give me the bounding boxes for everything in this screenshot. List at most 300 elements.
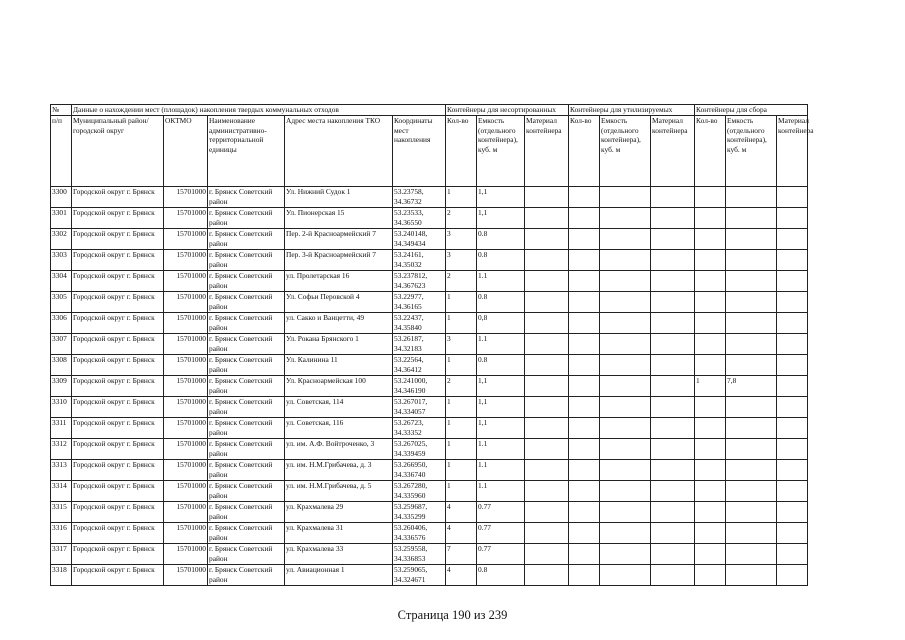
- col-header-recycle-count: Кол-во: [569, 116, 600, 187]
- address-cell: Ул. Калинина 11: [285, 355, 393, 376]
- bulky-capacity-cell: [726, 334, 777, 355]
- bulky-count-cell: 1: [695, 376, 726, 397]
- unsorted-material-cell: [525, 439, 569, 460]
- unsorted-count-cell: 1: [446, 292, 477, 313]
- unsorted-material-cell: [525, 334, 569, 355]
- address-cell: ул. Советская, 114: [285, 397, 393, 418]
- bulky-count-cell: [695, 187, 726, 208]
- oktmo-cell: 15701000: [164, 250, 208, 271]
- unsorted-material-cell: [525, 292, 569, 313]
- oktmo-cell: 15701000: [164, 229, 208, 250]
- recycle-count-cell: [569, 565, 600, 586]
- district-cell: Городской округ г. Брянск: [72, 544, 164, 565]
- unsorted-count-cell: 1: [446, 313, 477, 334]
- bulky-count-cell: [695, 565, 726, 586]
- coords-cell: 53.259065, 34.324671: [393, 565, 446, 586]
- admin-unit-cell: г. Брянск Советский район: [208, 334, 285, 355]
- bulky-capacity-cell: [726, 208, 777, 229]
- oktmo-cell: 15701000: [164, 397, 208, 418]
- coords-cell: 53.267017, 34.334057: [393, 397, 446, 418]
- unsorted-count-cell: 4: [446, 502, 477, 523]
- address-cell: Ул. Софьи Перовской 4: [285, 292, 393, 313]
- bulky-count-cell: [695, 397, 726, 418]
- location-group-header: Данные о нахождении мест (площадок) накопления твердых коммунальных отходов: [72, 105, 446, 116]
- table-row: [51, 460, 808, 481]
- oktmo-cell: 15701000: [164, 439, 208, 460]
- unsorted-capacity-cell: 0.77: [477, 502, 525, 523]
- unsorted-material-cell: [525, 502, 569, 523]
- unsorted-containers-group-header: Контейнеры для несортированных: [446, 105, 569, 116]
- admin-unit-cell: г. Брянск Советский район: [208, 544, 285, 565]
- recycle-count-cell: [569, 250, 600, 271]
- unsorted-capacity-cell: 1,1: [477, 208, 525, 229]
- unsorted-count-cell: 1: [446, 418, 477, 439]
- district-cell: Городской округ г. Брянск: [72, 481, 164, 502]
- col-header-admin-unit: Наименование административно-территориальной единицы: [208, 116, 285, 187]
- unsorted-count-cell: 2: [446, 208, 477, 229]
- bulky-material-cell: [777, 313, 808, 334]
- bulky-count-cell: [695, 502, 726, 523]
- unsorted-material-cell: [525, 271, 569, 292]
- bulky-capacity-cell: [726, 565, 777, 586]
- unsorted-material-cell: [525, 481, 569, 502]
- recycle-count-cell: [569, 292, 600, 313]
- unsorted-count-cell: 1: [446, 481, 477, 502]
- bulky-count-cell: [695, 250, 726, 271]
- unsorted-material-cell: [525, 208, 569, 229]
- address-cell: ул. им. А.Ф. Войтроченко, 3: [285, 439, 393, 460]
- bulky-count-cell: [695, 460, 726, 481]
- admin-unit-cell: г. Брянск Советский район: [208, 313, 285, 334]
- recycle-material-cell: [651, 313, 695, 334]
- table-row: [51, 292, 808, 313]
- oktmo-cell: 15701000: [164, 187, 208, 208]
- unsorted-capacity-cell: 1,1: [477, 376, 525, 397]
- unsorted-capacity-cell: 1,1: [477, 397, 525, 418]
- recycle-count-cell: [569, 418, 600, 439]
- bulky-count-cell: [695, 271, 726, 292]
- unsorted-capacity-cell: 0,8: [477, 313, 525, 334]
- recycle-capacity-cell: [600, 460, 651, 481]
- unsorted-count-cell: 3: [446, 250, 477, 271]
- table-row: [51, 355, 808, 376]
- unsorted-capacity-cell: 1.1: [477, 481, 525, 502]
- waste-sites-table: [50, 104, 814, 586]
- row-number-cell: 3312: [51, 439, 72, 460]
- recycle-count-cell: [569, 208, 600, 229]
- recycle-count-cell: [569, 334, 600, 355]
- bulky-capacity-cell: [726, 439, 777, 460]
- district-cell: Городской округ г. Брянск: [72, 502, 164, 523]
- bulky-material-cell: [777, 544, 808, 565]
- table-row: [51, 481, 808, 502]
- unsorted-capacity-cell: 1,1: [477, 187, 525, 208]
- recycle-material-cell: [651, 187, 695, 208]
- col-header-bulky-capacity: Емкость (отдельного контейнера), куб. м: [726, 116, 777, 187]
- bulky-capacity-cell: [726, 355, 777, 376]
- district-cell: Городской округ г. Брянск: [72, 355, 164, 376]
- recycle-material-cell: [651, 523, 695, 544]
- bulky-material-cell: [777, 460, 808, 481]
- recycle-count-cell: [569, 439, 600, 460]
- recycle-material-cell: [651, 439, 695, 460]
- bulky-count-cell: [695, 523, 726, 544]
- col-header-unsorted-material: Материал контейнера: [525, 116, 569, 187]
- address-cell: ул. им. Н.М.Грибачева, д. 3: [285, 460, 393, 481]
- column-header-row: [51, 116, 808, 187]
- coords-cell: 53.22564, 34.36412: [393, 355, 446, 376]
- bulky-count-cell: [695, 229, 726, 250]
- oktmo-cell: 15701000: [164, 334, 208, 355]
- district-cell: Городской округ г. Брянск: [72, 292, 164, 313]
- district-cell: Городской округ г. Брянск: [72, 439, 164, 460]
- coords-cell: 53.267025, 34.339459: [393, 439, 446, 460]
- recycle-capacity-cell: [600, 292, 651, 313]
- unsorted-material-cell: [525, 418, 569, 439]
- district-cell: Городской округ г. Брянск: [72, 460, 164, 481]
- table-row: [51, 418, 808, 439]
- row-number-cell: 3309: [51, 376, 72, 397]
- bulky-capacity-cell: [726, 502, 777, 523]
- table-row: [51, 523, 808, 544]
- unsorted-count-cell: 7: [446, 544, 477, 565]
- unsorted-capacity-cell: 0.8: [477, 565, 525, 586]
- admin-unit-cell: г. Брянск Советский район: [208, 502, 285, 523]
- address-cell: ул. Сакко и Ванцетти, 49: [285, 313, 393, 334]
- oktmo-cell: 15701000: [164, 481, 208, 502]
- bulky-count-cell: [695, 544, 726, 565]
- table-row: [51, 565, 808, 586]
- oktmo-cell: 15701000: [164, 565, 208, 586]
- row-number-cell: 3303: [51, 250, 72, 271]
- row-number-cell: 3308: [51, 355, 72, 376]
- coords-cell: 53.23533, 34.36550: [393, 208, 446, 229]
- recycle-capacity-cell: [600, 355, 651, 376]
- recycle-count-cell: [569, 187, 600, 208]
- address-cell: ул. Крахмалева 33: [285, 544, 393, 565]
- recycle-capacity-cell: [600, 334, 651, 355]
- unsorted-count-cell: 3: [446, 229, 477, 250]
- row-number-cell: 3311: [51, 418, 72, 439]
- recycle-containers-group-header: Контейнеры для утилизируемых: [569, 105, 695, 116]
- recycle-material-cell: [651, 376, 695, 397]
- unsorted-capacity-cell: 1.1: [477, 334, 525, 355]
- coords-cell: 53.24161, 34.35032: [393, 250, 446, 271]
- recycle-count-cell: [569, 271, 600, 292]
- bulky-capacity-cell: [726, 418, 777, 439]
- oktmo-cell: 15701000: [164, 271, 208, 292]
- bulky-capacity-cell: 7,8: [726, 376, 777, 397]
- bulky-material-cell: [777, 355, 808, 376]
- bulky-capacity-cell: [726, 292, 777, 313]
- unsorted-count-cell: 2: [446, 376, 477, 397]
- address-cell: Пер. 2-й Красноармейский 7: [285, 229, 393, 250]
- admin-unit-cell: г. Брянск Советский район: [208, 565, 285, 586]
- oktmo-cell: 15701000: [164, 523, 208, 544]
- bulky-count-cell: [695, 292, 726, 313]
- bulky-capacity-cell: [726, 250, 777, 271]
- district-cell: Городской округ г. Брянск: [72, 208, 164, 229]
- oktmo-cell: 15701000: [164, 355, 208, 376]
- recycle-material-cell: [651, 292, 695, 313]
- recycle-count-cell: [569, 523, 600, 544]
- address-cell: Ул. Рокана Брянского 1: [285, 334, 393, 355]
- address-cell: Ул. Красноармейская 100: [285, 376, 393, 397]
- oktmo-cell: 15701000: [164, 460, 208, 481]
- row-number-cell: 3315: [51, 502, 72, 523]
- recycle-capacity-cell: [600, 187, 651, 208]
- recycle-capacity-cell: [600, 313, 651, 334]
- recycle-capacity-cell: [600, 376, 651, 397]
- oktmo-cell: 15701000: [164, 313, 208, 334]
- table-row: [51, 208, 808, 229]
- coords-cell: 53.259558, 34.336853: [393, 544, 446, 565]
- admin-unit-cell: г. Брянск Советский район: [208, 271, 285, 292]
- recycle-count-cell: [569, 376, 600, 397]
- oktmo-cell: 15701000: [164, 292, 208, 313]
- col-header-bulky-material: Материал контейнера: [777, 116, 808, 187]
- district-cell: Городской округ г. Брянск: [72, 229, 164, 250]
- address-cell: ул. Крахмалева 31: [285, 523, 393, 544]
- coords-cell: 53.240148, 34.349434: [393, 229, 446, 250]
- coords-cell: 53.23758, 34.36732: [393, 187, 446, 208]
- recycle-capacity-cell: [600, 271, 651, 292]
- recycle-material-cell: [651, 334, 695, 355]
- bulky-capacity-cell: [726, 229, 777, 250]
- admin-unit-cell: г. Брянск Советский район: [208, 355, 285, 376]
- recycle-count-cell: [569, 481, 600, 502]
- bulky-count-cell: [695, 208, 726, 229]
- col-header-oktmo: ОКТМО: [164, 116, 208, 187]
- recycle-count-cell: [569, 397, 600, 418]
- admin-unit-cell: г. Брянск Советский район: [208, 250, 285, 271]
- recycle-material-cell: [651, 355, 695, 376]
- row-number-cell: 3304: [51, 271, 72, 292]
- recycle-count-cell: [569, 502, 600, 523]
- recycle-count-cell: [569, 544, 600, 565]
- unsorted-capacity-cell: 1.1: [477, 439, 525, 460]
- recycle-capacity-cell: [600, 250, 651, 271]
- oktmo-cell: 15701000: [164, 502, 208, 523]
- admin-unit-cell: г. Брянск Советский район: [208, 376, 285, 397]
- bulky-count-cell: [695, 418, 726, 439]
- district-cell: Городской округ г. Брянск: [72, 187, 164, 208]
- bulky-capacity-cell: [726, 523, 777, 544]
- recycle-capacity-cell: [600, 439, 651, 460]
- address-cell: Ул. Нижний Судок 1: [285, 187, 393, 208]
- bulky-material-cell: [777, 187, 808, 208]
- address-cell: Ул. Пионерская 15: [285, 208, 393, 229]
- coords-cell: 53.260406, 34.336576: [393, 523, 446, 544]
- recycle-material-cell: [651, 502, 695, 523]
- unsorted-material-cell: [525, 397, 569, 418]
- oktmo-cell: 15701000: [164, 544, 208, 565]
- recycle-capacity-cell: [600, 397, 651, 418]
- bulky-capacity-cell: [726, 313, 777, 334]
- admin-unit-cell: г. Брянск Советский район: [208, 292, 285, 313]
- row-number-cell: 3307: [51, 334, 72, 355]
- unsorted-count-cell: 1: [446, 439, 477, 460]
- bulky-material-cell: [777, 334, 808, 355]
- row-number-cell: 3313: [51, 460, 72, 481]
- recycle-capacity-cell: [600, 418, 651, 439]
- bulky-capacity-cell: [726, 271, 777, 292]
- bulky-material-cell: [777, 292, 808, 313]
- unsorted-capacity-cell: 1.1: [477, 271, 525, 292]
- unsorted-material-cell: [525, 250, 569, 271]
- recycle-count-cell: [569, 313, 600, 334]
- bulky-capacity-cell: [726, 481, 777, 502]
- unsorted-capacity-cell: 0.8: [477, 229, 525, 250]
- bulky-material-cell: [777, 439, 808, 460]
- row-number-cell: 3314: [51, 481, 72, 502]
- row-number-cell: 3301: [51, 208, 72, 229]
- unsorted-capacity-cell: 0.8: [477, 250, 525, 271]
- bulky-material-cell: [777, 250, 808, 271]
- bulky-count-cell: [695, 313, 726, 334]
- col-header-recycle-capacity: Емкость (отдельного контейнера), куб. м: [600, 116, 651, 187]
- table-row: [51, 397, 808, 418]
- unsorted-count-cell: 4: [446, 565, 477, 586]
- coords-cell: 53.241000, 34.346190: [393, 376, 446, 397]
- table-row: [51, 271, 808, 292]
- group-header-row: [51, 105, 808, 116]
- unsorted-count-cell: 2: [446, 271, 477, 292]
- recycle-material-cell: [651, 544, 695, 565]
- coords-cell: 53.22437, 34.35840: [393, 313, 446, 334]
- bulky-count-cell: [695, 439, 726, 460]
- district-cell: Городской округ г. Брянск: [72, 250, 164, 271]
- table-row: [51, 502, 808, 523]
- address-cell: ул. Советская, 116: [285, 418, 393, 439]
- coords-cell: 53.266950, 34.336740: [393, 460, 446, 481]
- coords-cell: 53.267280, 34.335960: [393, 481, 446, 502]
- col-header-unsorted-capacity: Емкость (отдельного контейнера), куб. м: [477, 116, 525, 187]
- bulky-material-cell: [777, 376, 808, 397]
- recycle-capacity-cell: [600, 229, 651, 250]
- num-group-header: №: [51, 105, 72, 116]
- table-row: [51, 229, 808, 250]
- bulky-material-cell: [777, 208, 808, 229]
- unsorted-count-cell: 1: [446, 460, 477, 481]
- district-cell: Городской округ г. Брянск: [72, 523, 164, 544]
- bulky-count-cell: [695, 334, 726, 355]
- col-header-address: Адрес места накопления ТКО: [285, 116, 393, 187]
- col-header-bulky-count: Кол-во: [695, 116, 726, 187]
- unsorted-material-cell: [525, 523, 569, 544]
- table-row: [51, 187, 808, 208]
- oktmo-cell: 15701000: [164, 208, 208, 229]
- bulky-material-cell: [777, 229, 808, 250]
- bulky-containers-group-header: Контейнеры для сбора: [695, 105, 808, 116]
- bulky-material-cell: [777, 481, 808, 502]
- admin-unit-cell: г. Брянск Советский район: [208, 229, 285, 250]
- admin-unit-cell: г. Брянск Советский район: [208, 523, 285, 544]
- bulky-material-cell: [777, 565, 808, 586]
- recycle-material-cell: [651, 397, 695, 418]
- district-cell: Городской округ г. Брянск: [72, 376, 164, 397]
- recycle-material-cell: [651, 460, 695, 481]
- district-cell: Городской округ г. Брянск: [72, 313, 164, 334]
- recycle-material-cell: [651, 250, 695, 271]
- coords-cell: 53.237812, 34.367623: [393, 271, 446, 292]
- coords-cell: 53.26187, 34.32183: [393, 334, 446, 355]
- district-cell: Городской округ г. Брянск: [72, 418, 164, 439]
- district-cell: Городской округ г. Брянск: [72, 334, 164, 355]
- recycle-material-cell: [651, 481, 695, 502]
- table-row: [51, 376, 808, 397]
- recycle-capacity-cell: [600, 502, 651, 523]
- table-row: [51, 439, 808, 460]
- bulky-material-cell: [777, 271, 808, 292]
- admin-unit-cell: г. Брянск Советский район: [208, 460, 285, 481]
- bulky-capacity-cell: [726, 460, 777, 481]
- recycle-material-cell: [651, 208, 695, 229]
- address-cell: ул. Авиационная 1: [285, 565, 393, 586]
- unsorted-material-cell: [525, 229, 569, 250]
- recycle-material-cell: [651, 565, 695, 586]
- bulky-capacity-cell: [726, 544, 777, 565]
- unsorted-material-cell: [525, 376, 569, 397]
- col-header-recycle-material: Материал контейнера: [651, 116, 695, 187]
- admin-unit-cell: г. Брянск Советский район: [208, 481, 285, 502]
- recycle-capacity-cell: [600, 523, 651, 544]
- recycle-material-cell: [651, 418, 695, 439]
- unsorted-count-cell: 1: [446, 397, 477, 418]
- row-number-cell: 3302: [51, 229, 72, 250]
- page-number: Страница 190 из 239: [397, 608, 508, 622]
- row-number-cell: 3317: [51, 544, 72, 565]
- table-row: [51, 250, 808, 271]
- unsorted-material-cell: [525, 544, 569, 565]
- unsorted-material-cell: [525, 460, 569, 481]
- recycle-material-cell: [651, 271, 695, 292]
- recycle-capacity-cell: [600, 208, 651, 229]
- row-number-cell: 3306: [51, 313, 72, 334]
- unsorted-count-cell: 4: [446, 523, 477, 544]
- unsorted-count-cell: 3: [446, 334, 477, 355]
- col-header-coords: Координаты мест накопления: [393, 116, 446, 187]
- oktmo-cell: 15701000: [164, 376, 208, 397]
- district-cell: Городской округ г. Брянск: [72, 397, 164, 418]
- recycle-count-cell: [569, 460, 600, 481]
- recycle-capacity-cell: [600, 544, 651, 565]
- admin-unit-cell: г. Брянск Советский район: [208, 208, 285, 229]
- col-header-district: Муниципальный район/городской округ: [72, 116, 164, 187]
- coords-cell: 53.26723, 34.33352: [393, 418, 446, 439]
- col-header-num: п/п: [51, 116, 72, 187]
- coords-cell: 53.22977, 34.36165: [393, 292, 446, 313]
- col-header-unsorted-count: Кол-во: [446, 116, 477, 187]
- unsorted-material-cell: [525, 313, 569, 334]
- bulky-material-cell: [777, 523, 808, 544]
- district-cell: Городской округ г. Брянск: [72, 271, 164, 292]
- unsorted-count-cell: 1: [446, 187, 477, 208]
- row-number-cell: 3300: [51, 187, 72, 208]
- bulky-count-cell: [695, 355, 726, 376]
- unsorted-capacity-cell: 0.8: [477, 292, 525, 313]
- unsorted-capacity-cell: 0.8: [477, 355, 525, 376]
- admin-unit-cell: г. Брянск Советский район: [208, 187, 285, 208]
- bulky-capacity-cell: [726, 187, 777, 208]
- unsorted-material-cell: [525, 355, 569, 376]
- unsorted-material-cell: [525, 187, 569, 208]
- recycle-material-cell: [651, 229, 695, 250]
- unsorted-capacity-cell: 0.77: [477, 544, 525, 565]
- address-cell: Пер. 3-й Красноармейский 7: [285, 250, 393, 271]
- bulky-material-cell: [777, 502, 808, 523]
- bulky-count-cell: [695, 481, 726, 502]
